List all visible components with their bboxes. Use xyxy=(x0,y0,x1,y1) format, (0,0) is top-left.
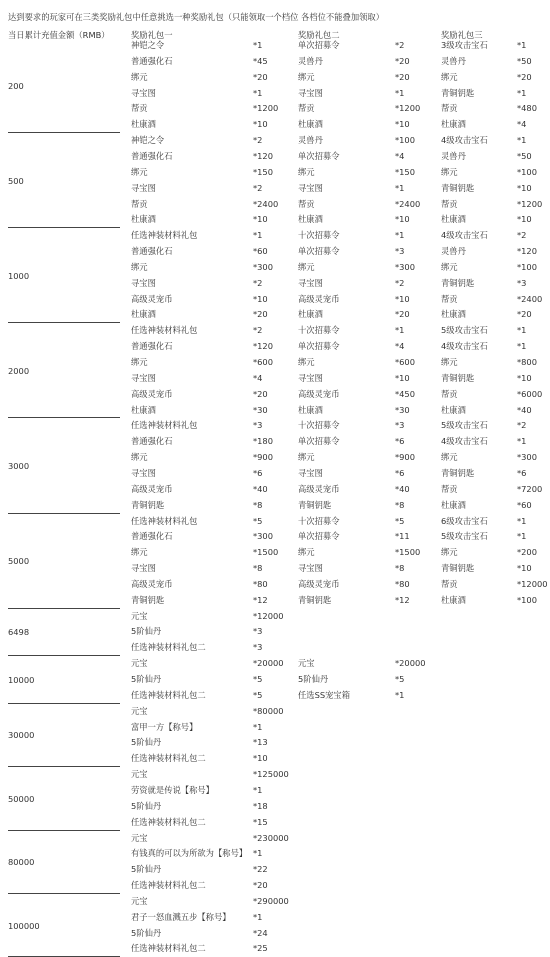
notice-text: 达到要求的玩家可在三类奖励礼包中任意挑选一种奖励礼包（只能领取一个档位 各档位不能叠加领取） xyxy=(8,12,385,22)
pack3-item: 杜康酒 xyxy=(441,309,466,320)
pack1-qty: *6 xyxy=(253,467,263,478)
pack3-item: 帮贡 xyxy=(441,578,458,589)
pack2-qty: *5 xyxy=(395,674,405,684)
header-pack2: 奖励礼包二 xyxy=(298,30,340,40)
pack2-qty: *30 xyxy=(395,404,410,415)
pack2-item: 帮贡 xyxy=(298,103,315,114)
pack2-item: 寻宝图 xyxy=(298,372,323,383)
pack3-qty: *100 xyxy=(517,594,537,605)
tier-amount: 100000 xyxy=(8,920,40,931)
pack3-item: 5级攻击宝石 xyxy=(441,420,488,431)
pack1-item: 富甲一方【称号】 xyxy=(131,721,198,732)
pack1-item: 元宝 xyxy=(131,658,148,669)
pack1-qty: *1 xyxy=(253,40,263,50)
tier-amount: 80000 xyxy=(8,857,35,868)
pack3-qty: *40 xyxy=(517,404,532,415)
tier-divider xyxy=(8,608,120,609)
pack3-item: 4级攻击宝石 xyxy=(441,135,488,146)
tier-divider xyxy=(8,322,120,323)
pack3-qty: *1 xyxy=(517,40,527,50)
pack1-item: 绑元 xyxy=(131,357,148,367)
pack1-qty: *10 xyxy=(253,119,268,130)
pack3-qty: *100 xyxy=(517,166,537,177)
pack2-item: 寻宝图 xyxy=(298,277,323,288)
pack1-item: 任选神装材料礼包二 xyxy=(131,642,206,653)
pack1-qty: *2 xyxy=(253,135,263,146)
pack1-item: 任选神装材料礼包 xyxy=(131,515,198,526)
pack3-qty: *800 xyxy=(517,357,537,367)
pack1-qty: *150 xyxy=(253,166,273,177)
pack1-item: 杜康酒 xyxy=(131,214,156,225)
pack3-item: 灵兽丹 xyxy=(441,150,466,161)
pack3-item: 5级攻击宝石 xyxy=(441,531,488,542)
pack1-qty: *900 xyxy=(253,452,273,463)
pack3-item: 杜康酒 xyxy=(441,594,466,605)
pack2-item: 绑元 xyxy=(298,452,315,463)
pack1-qty: *20 xyxy=(253,71,268,82)
pack3-item: 帮贡 xyxy=(441,198,458,209)
pack1-qty: *8 xyxy=(253,499,263,510)
pack1-qty: *125000 xyxy=(253,769,289,780)
pack3-qty: *300 xyxy=(517,452,537,463)
pack3-item: 杜康酒 xyxy=(441,119,466,130)
pack2-qty: *4 xyxy=(395,341,405,352)
pack2-qty: *8 xyxy=(395,499,405,510)
pack3-item: 3级攻击宝石 xyxy=(441,40,488,50)
pack1-item: 元宝 xyxy=(131,769,148,780)
pack2-item: 杜康酒 xyxy=(298,309,323,320)
pack3-qty: *480 xyxy=(517,103,537,114)
pack3-qty: *50 xyxy=(517,55,532,66)
pack2-qty: *900 xyxy=(395,452,415,463)
pack1-qty: *1 xyxy=(253,721,263,732)
pack2-qty: *40 xyxy=(395,483,410,494)
pack3-qty: *3 xyxy=(517,277,527,288)
pack1-item: 帮贡 xyxy=(131,103,148,114)
tier-divider xyxy=(8,655,120,656)
pack1-item: 普通强化石 xyxy=(131,150,173,161)
tier-divider xyxy=(8,513,120,514)
pack1-qty: *30 xyxy=(253,404,268,415)
pack2-item: 高级灵宠币 xyxy=(298,483,340,494)
pack1-item: 高级灵宠币 xyxy=(131,483,173,494)
pack1-qty: *13 xyxy=(253,737,268,748)
pack2-qty: *20 xyxy=(395,55,410,66)
header-pack1: 奖励礼包一 xyxy=(131,30,173,40)
pack1-item: 寻宝图 xyxy=(131,467,156,478)
pack3-item: 绑元 xyxy=(441,547,458,558)
pack1-qty: *3 xyxy=(253,642,263,653)
pack1-qty: *25 xyxy=(253,943,268,954)
pack1-qty: *20 xyxy=(253,388,268,399)
pack3-qty: *12000 xyxy=(517,578,548,589)
pack1-qty: *1 xyxy=(253,230,263,241)
tier-amount: 2000 xyxy=(8,365,30,376)
tier-divider xyxy=(8,830,120,831)
pack1-item: 普通强化石 xyxy=(131,246,173,257)
pack1-qty: *18 xyxy=(253,800,268,811)
pack1-item: 高级灵宠币 xyxy=(131,293,173,304)
pack3-item: 青铜钥匙 xyxy=(441,467,475,478)
pack1-qty: *10 xyxy=(253,214,268,225)
pack2-qty: *20 xyxy=(395,309,410,320)
tier-amount: 10000 xyxy=(8,674,35,685)
pack1-item: 寻宝图 xyxy=(131,372,156,383)
pack2-item: 高级灵宠币 xyxy=(298,388,340,399)
pack3-item: 5级攻击宝石 xyxy=(441,325,488,336)
pack1-item: 寻宝图 xyxy=(131,277,156,288)
pack1-item: 任选神装材料礼包二 xyxy=(131,753,206,764)
tier-amount: 6498 xyxy=(8,627,30,638)
pack2-qty: *150 xyxy=(395,166,415,177)
pack2-item: 单次招募令 xyxy=(298,341,340,352)
pack1-item: 帮贡 xyxy=(131,198,148,209)
pack1-qty: *40 xyxy=(253,483,268,494)
pack1-item: 元宝 xyxy=(131,610,148,621)
pack2-item: 单次招募令 xyxy=(298,531,340,542)
pack1-item: 5阶仙丹 xyxy=(131,737,162,748)
tier-amount: 5000 xyxy=(8,556,30,567)
pack2-qty: *5 xyxy=(395,515,405,526)
pack1-item: 神铠之令 xyxy=(131,135,165,146)
pack1-qty: *1200 xyxy=(253,103,279,114)
pack1-item: 有钱真的可以为所欲为【称号】 xyxy=(131,848,248,859)
pack1-qty: *1 xyxy=(253,848,263,859)
pack1-item: 寻宝图 xyxy=(131,87,156,98)
pack1-item: 劳资就是传说【称号】 xyxy=(131,784,214,795)
pack3-item: 帮贡 xyxy=(441,103,458,114)
pack2-item: 绑元 xyxy=(298,357,315,367)
pack2-item: 杜康酒 xyxy=(298,119,323,130)
pack1-item: 普通强化石 xyxy=(131,55,173,66)
pack2-item: 青铜钥匙 xyxy=(298,499,332,510)
pack2-qty: *1 xyxy=(395,689,405,700)
pack2-qty: *1500 xyxy=(395,547,421,558)
pack2-item: 帮贡 xyxy=(298,198,315,209)
pack2-qty: *6 xyxy=(395,467,405,478)
pack3-item: 4级攻击宝石 xyxy=(441,436,488,447)
pack1-qty: *1 xyxy=(253,87,263,98)
pack2-item: 杜康酒 xyxy=(298,214,323,225)
pack1-qty: *2400 xyxy=(253,198,279,209)
pack3-qty: *1 xyxy=(517,87,527,98)
pack3-item: 绑元 xyxy=(441,71,458,82)
pack1-qty: *10 xyxy=(253,293,268,304)
pack1-item: 杜康酒 xyxy=(131,309,156,320)
pack3-item: 青铜钥匙 xyxy=(441,182,475,193)
pack3-item: 青铜钥匙 xyxy=(441,87,475,98)
pack1-qty: *22 xyxy=(253,864,268,875)
pack2-qty: *450 xyxy=(395,388,415,399)
pack3-qty: *20 xyxy=(517,71,532,82)
pack3-qty: *1 xyxy=(517,515,527,526)
pack1-item: 绑元 xyxy=(131,261,148,272)
pack2-item: 绑元 xyxy=(298,166,315,177)
pack2-qty: *10 xyxy=(395,293,410,304)
pack2-qty: *3 xyxy=(395,246,405,257)
pack2-item: 灵兽丹 xyxy=(298,55,323,66)
pack3-item: 帮贡 xyxy=(441,388,458,399)
pack2-qty: *2 xyxy=(395,40,405,50)
pack3-qty: *100 xyxy=(517,261,537,272)
pack3-qty: *10 xyxy=(517,182,532,193)
pack2-qty: *10 xyxy=(395,214,410,225)
pack1-qty: *12000 xyxy=(253,610,284,621)
pack2-qty: *600 xyxy=(395,357,415,367)
pack1-item: 任选神装材料礼包二 xyxy=(131,689,206,700)
tier-divider xyxy=(8,417,120,418)
pack1-item: 绑元 xyxy=(131,71,148,82)
pack3-qty: *60 xyxy=(517,499,532,510)
pack1-item: 高级灵宠币 xyxy=(131,388,173,399)
pack2-item: 绑元 xyxy=(298,261,315,272)
pack2-qty: *11 xyxy=(395,531,410,542)
pack2-item: 寻宝图 xyxy=(298,182,323,193)
pack2-item: 高级灵宠币 xyxy=(298,578,340,589)
pack1-qty: *12 xyxy=(253,594,268,605)
pack1-qty: *15 xyxy=(253,816,268,827)
pack2-item: 灵兽丹 xyxy=(298,135,323,146)
pack2-item: 5阶仙丹 xyxy=(298,674,329,684)
pack1-qty: *80000 xyxy=(253,705,284,716)
pack1-item: 青铜钥匙 xyxy=(131,499,165,510)
pack1-item: 任选神装材料礼包二 xyxy=(131,816,206,827)
pack3-qty: *20 xyxy=(517,309,532,320)
pack3-item: 6级攻击宝石 xyxy=(441,515,488,526)
pack3-item: 青铜钥匙 xyxy=(441,563,475,574)
pack2-item: 十次招募令 xyxy=(298,420,340,431)
pack3-qty: *4 xyxy=(517,119,527,130)
pack1-item: 绑元 xyxy=(131,166,148,177)
pack3-qty: *1 xyxy=(517,531,527,542)
pack1-qty: *1500 xyxy=(253,547,279,558)
pack2-qty: *20 xyxy=(395,71,410,82)
pack2-qty: *1 xyxy=(395,325,405,336)
pack1-qty: *1 xyxy=(253,784,263,795)
header-tier: 当日累计充值金额（RMB） xyxy=(8,30,110,40)
pack2-item: 寻宝图 xyxy=(298,563,323,574)
pack1-item: 普通强化石 xyxy=(131,341,173,352)
pack1-item: 元宝 xyxy=(131,705,148,716)
pack3-qty: *1 xyxy=(517,135,527,146)
header-pack3: 奖励礼包三 xyxy=(441,30,483,40)
tier-divider xyxy=(8,893,120,894)
pack3-qty: *2400 xyxy=(517,293,543,304)
pack3-item: 青铜钥匙 xyxy=(441,372,475,383)
pack1-item: 杜康酒 xyxy=(131,119,156,130)
pack1-qty: *3 xyxy=(253,420,263,431)
pack1-item: 寻宝图 xyxy=(131,182,156,193)
pack1-item: 任选神装材料礼包 xyxy=(131,325,198,336)
pack3-qty: *6000 xyxy=(517,388,543,399)
pack3-qty: *6 xyxy=(517,467,527,478)
pack2-qty: *10 xyxy=(395,119,410,130)
pack1-qty: *300 xyxy=(253,531,273,542)
pack2-item: 十次招募令 xyxy=(298,325,340,336)
pack1-qty: *5 xyxy=(253,674,263,684)
pack1-item: 元宝 xyxy=(131,832,148,843)
pack1-item: 绑元 xyxy=(131,547,148,558)
pack2-item: 寻宝图 xyxy=(298,467,323,478)
pack3-item: 帮贡 xyxy=(441,483,458,494)
pack1-qty: *3 xyxy=(253,626,263,637)
pack1-qty: *10 xyxy=(253,753,268,764)
pack1-qty: *8 xyxy=(253,563,263,574)
pack2-qty: *1 xyxy=(395,87,405,98)
pack3-qty: *50 xyxy=(517,150,532,161)
pack2-qty: *12 xyxy=(395,594,410,605)
pack2-qty: *20000 xyxy=(395,658,426,669)
pack3-qty: *200 xyxy=(517,547,537,558)
pack1-item: 高级灵宠币 xyxy=(131,578,173,589)
pack3-qty: *7200 xyxy=(517,483,543,494)
pack2-item: 十次招募令 xyxy=(298,515,340,526)
pack3-qty: *1200 xyxy=(517,198,543,209)
pack1-item: 5阶仙丹 xyxy=(131,800,162,811)
pack1-item: 杜康酒 xyxy=(131,404,156,415)
pack3-qty: *120 xyxy=(517,246,537,257)
tier-divider xyxy=(8,703,120,704)
pack1-item: 普通强化石 xyxy=(131,531,173,542)
pack2-item: 单次招募令 xyxy=(298,150,340,161)
pack1-item: 5阶仙丹 xyxy=(131,864,162,875)
pack3-qty: *2 xyxy=(517,420,527,431)
pack2-item: 寻宝图 xyxy=(298,87,323,98)
pack2-qty: *80 xyxy=(395,578,410,589)
pack1-qty: *180 xyxy=(253,436,273,447)
pack2-item: 绑元 xyxy=(298,71,315,82)
pack3-item: 杜康酒 xyxy=(441,499,466,510)
pack2-qty: *8 xyxy=(395,563,405,574)
pack1-item: 5阶仙丹 xyxy=(131,927,162,938)
pack3-item: 帮贡 xyxy=(441,293,458,304)
pack3-item: 青铜钥匙 xyxy=(441,277,475,288)
pack1-qty: *290000 xyxy=(253,895,289,906)
pack3-qty: *10 xyxy=(517,214,532,225)
pack1-qty: *300 xyxy=(253,261,273,272)
pack1-item: 任选神装材料礼包二 xyxy=(131,943,206,954)
pack3-qty: *10 xyxy=(517,563,532,574)
pack1-item: 元宝 xyxy=(131,895,148,906)
pack1-qty: *120 xyxy=(253,150,273,161)
tier-amount: 50000 xyxy=(8,793,35,804)
pack2-qty: *2400 xyxy=(395,198,421,209)
pack1-qty: *60 xyxy=(253,246,268,257)
pack3-item: 绑元 xyxy=(441,166,458,177)
pack2-qty: *1200 xyxy=(395,103,421,114)
pack3-qty: *1 xyxy=(517,436,527,447)
pack1-qty: *5 xyxy=(253,689,263,700)
pack2-qty: *3 xyxy=(395,420,405,431)
pack3-item: 灵兽丹 xyxy=(441,55,466,66)
pack1-item: 神铠之令 xyxy=(131,40,165,50)
pack2-qty: *10 xyxy=(395,372,410,383)
pack2-item: 十次招募令 xyxy=(298,230,340,241)
pack1-item: 君子一怒血溅五步【称号】 xyxy=(131,911,231,922)
pack1-item: 任选神装材料礼包 xyxy=(131,230,198,241)
pack1-item: 任选神装材料礼包二 xyxy=(131,880,206,891)
pack2-item: 单次招募令 xyxy=(298,436,340,447)
pack1-qty: *230000 xyxy=(253,832,289,843)
pack3-qty: *1 xyxy=(517,341,527,352)
tier-amount: 1000 xyxy=(8,270,30,281)
tier-amount: 30000 xyxy=(8,730,35,741)
pack2-qty: *6 xyxy=(395,436,405,447)
pack1-qty: *2 xyxy=(253,277,263,288)
pack2-qty: *100 xyxy=(395,135,415,146)
pack1-qty: *600 xyxy=(253,357,273,367)
pack3-qty: *10 xyxy=(517,372,532,383)
pack1-item: 5阶仙丹 xyxy=(131,674,162,684)
tier-amount: 200 xyxy=(8,80,24,91)
pack1-item: 5阶仙丹 xyxy=(131,626,162,637)
pack1-qty: *20000 xyxy=(253,658,284,669)
pack2-qty: *2 xyxy=(395,277,405,288)
tier-divider xyxy=(8,227,120,228)
pack3-item: 灵兽丹 xyxy=(441,246,466,257)
tier-divider xyxy=(8,766,120,767)
tier-divider xyxy=(8,132,120,133)
pack2-qty: *1 xyxy=(395,230,405,241)
pack2-qty: *4 xyxy=(395,150,405,161)
pack2-item: 单次招募令 xyxy=(298,246,340,257)
pack1-qty: *20 xyxy=(253,880,268,891)
pack1-item: 普通强化石 xyxy=(131,436,173,447)
pack1-qty: *120 xyxy=(253,341,273,352)
pack3-item: 4级攻击宝石 xyxy=(441,341,488,352)
pack2-item: 任选SS宠宝箱 xyxy=(298,689,351,700)
pack3-item: 杜康酒 xyxy=(441,404,466,415)
pack2-item: 青铜钥匙 xyxy=(298,594,332,605)
pack3-qty: *2 xyxy=(517,230,527,241)
tier-amount: 3000 xyxy=(8,460,30,471)
pack1-item: 绑元 xyxy=(131,452,148,463)
pack2-item: 元宝 xyxy=(298,658,315,669)
pack1-qty: *80 xyxy=(253,578,268,589)
pack1-item: 寻宝图 xyxy=(131,563,156,574)
pack1-qty: *2 xyxy=(253,182,263,193)
pack3-item: 杜康酒 xyxy=(441,214,466,225)
pack1-qty: *45 xyxy=(253,55,268,66)
pack1-qty: *5 xyxy=(253,515,263,526)
pack1-qty: *1 xyxy=(253,911,263,922)
pack1-qty: *24 xyxy=(253,927,268,938)
pack3-item: 4级攻击宝石 xyxy=(441,230,488,241)
pack2-qty: *1 xyxy=(395,182,405,193)
pack1-item: 任选神装材料礼包 xyxy=(131,420,198,431)
pack3-qty: *1 xyxy=(517,325,527,336)
pack1-qty: *4 xyxy=(253,372,263,383)
pack3-item: 绑元 xyxy=(441,452,458,463)
pack1-item: 青铜钥匙 xyxy=(131,594,165,605)
pack2-item: 高级灵宠币 xyxy=(298,293,340,304)
tier-amount: 500 xyxy=(8,175,24,186)
pack3-item: 绑元 xyxy=(441,357,458,367)
pack1-qty: *2 xyxy=(253,325,263,336)
pack2-qty: *300 xyxy=(395,261,415,272)
pack3-item: 绑元 xyxy=(441,261,458,272)
pack1-qty: *20 xyxy=(253,309,268,320)
pack2-item: 杜康酒 xyxy=(298,404,323,415)
pack2-item: 单次招募令 xyxy=(298,40,340,50)
pack2-item: 绑元 xyxy=(298,547,315,558)
